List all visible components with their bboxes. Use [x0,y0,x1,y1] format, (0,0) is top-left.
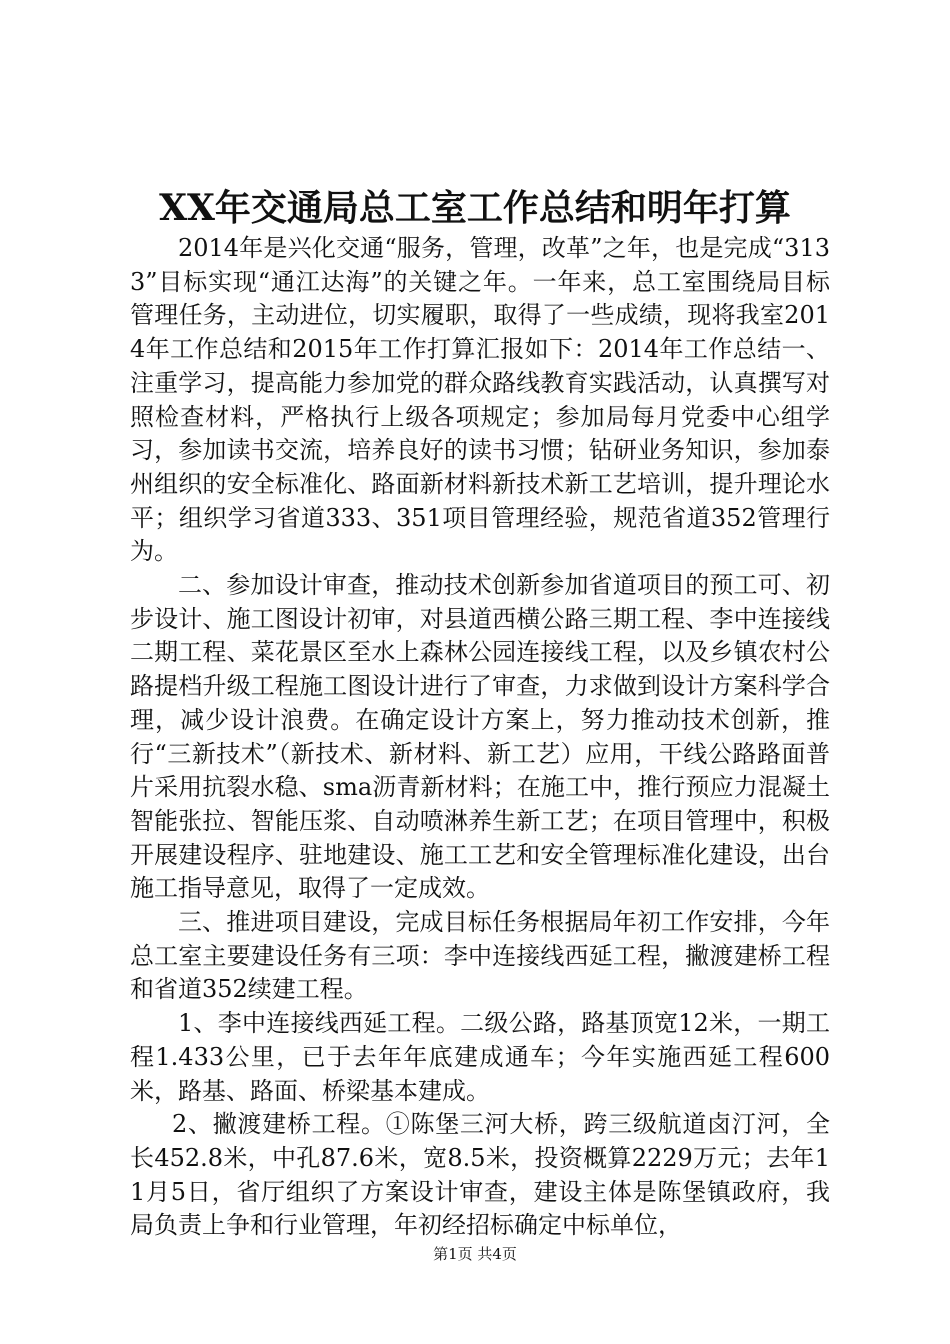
page-footer: 第1页 共4页 [433,1245,517,1263]
paragraph-3: 三、推进项目建设，完成目标任务根据局年初工作安排，今年总工室主要建设任务有三项：李中连接线西延工程，撇渡建桥工程和省道352续建工程。 [130,908,830,1004]
document-body [130,232,830,1243]
document-title: XX年交通局总工室工作总结和明年打算 [159,187,791,229]
paragraph-1: 2014年是兴化交通“服务，管理，改革”之年，也是完成“3133”目标实现“通江达海”的关键之年。一年来，总工室围绕局目标管理任务，主动进位，切实履职，取得了一些成绩，现将我室2014年工作总结和2015年工作打算汇报如下：2014年工作总结一、注重学习，提高能力参加党的群众路线教育实践活动，认真撰写对照检查材料，严格执行上级各项规定；参加局每月党委中心组学习，参加读书交流，培养良好的读书习惯；钻研业务知识，参加泰州组织的安全标准化、路面新材料新技术新工艺培训，提升理论水平；组织学习省道333、351项目管理经验，规范省道352管理行为。 [130,234,830,566]
paragraph-4: 1、李中连接线西延工程。二级公路，路基顶宽12米，一期工程1.433公里，已于去年年底建成通车；今年实施西延工程600米，路基、路面、桥梁基本建成。 [130,1009,830,1105]
paragraph-5: 2、撇渡建桥工程。①陈堡三河大桥，跨三级航道卤汀河，全长452.8米，中孔87.6米，宽8.5米，投资概算2229万元；去年11月5日，省厅组织了方案设计审查，建设主体是陈堡镇政府，我局负责上争和行业管理，年初经招标确定中标单位， [130,1110,830,1240]
paragraph-2: 二、参加设计审查，推动技术创新参加省道项目的预工可、初步设计、施工图设计初审，对县道西横公路三期工程、李中连接线二期工程、菜花景区至水上森林公园连接线工程，以及乡镇农村公路提档升级工程施工图设计进行了审查，力求做到设计方案科学合理，减少设计浪费。在确定设计方案上，努力推动技术创新，推行“三新技术”（新技术、新材料、新工艺）应用，干线公路路面普片采用抗裂水稳、sma沥青新材料；在施工中，推行预应力混凝土智能张拉、智能压浆、自动喷淋养生新工艺；在项目管理中，积极开展建设程序、驻地建设、施工工艺和安全管理标准化建设，出台施工指导意见，取得了一定成效。 [130,571,830,903]
